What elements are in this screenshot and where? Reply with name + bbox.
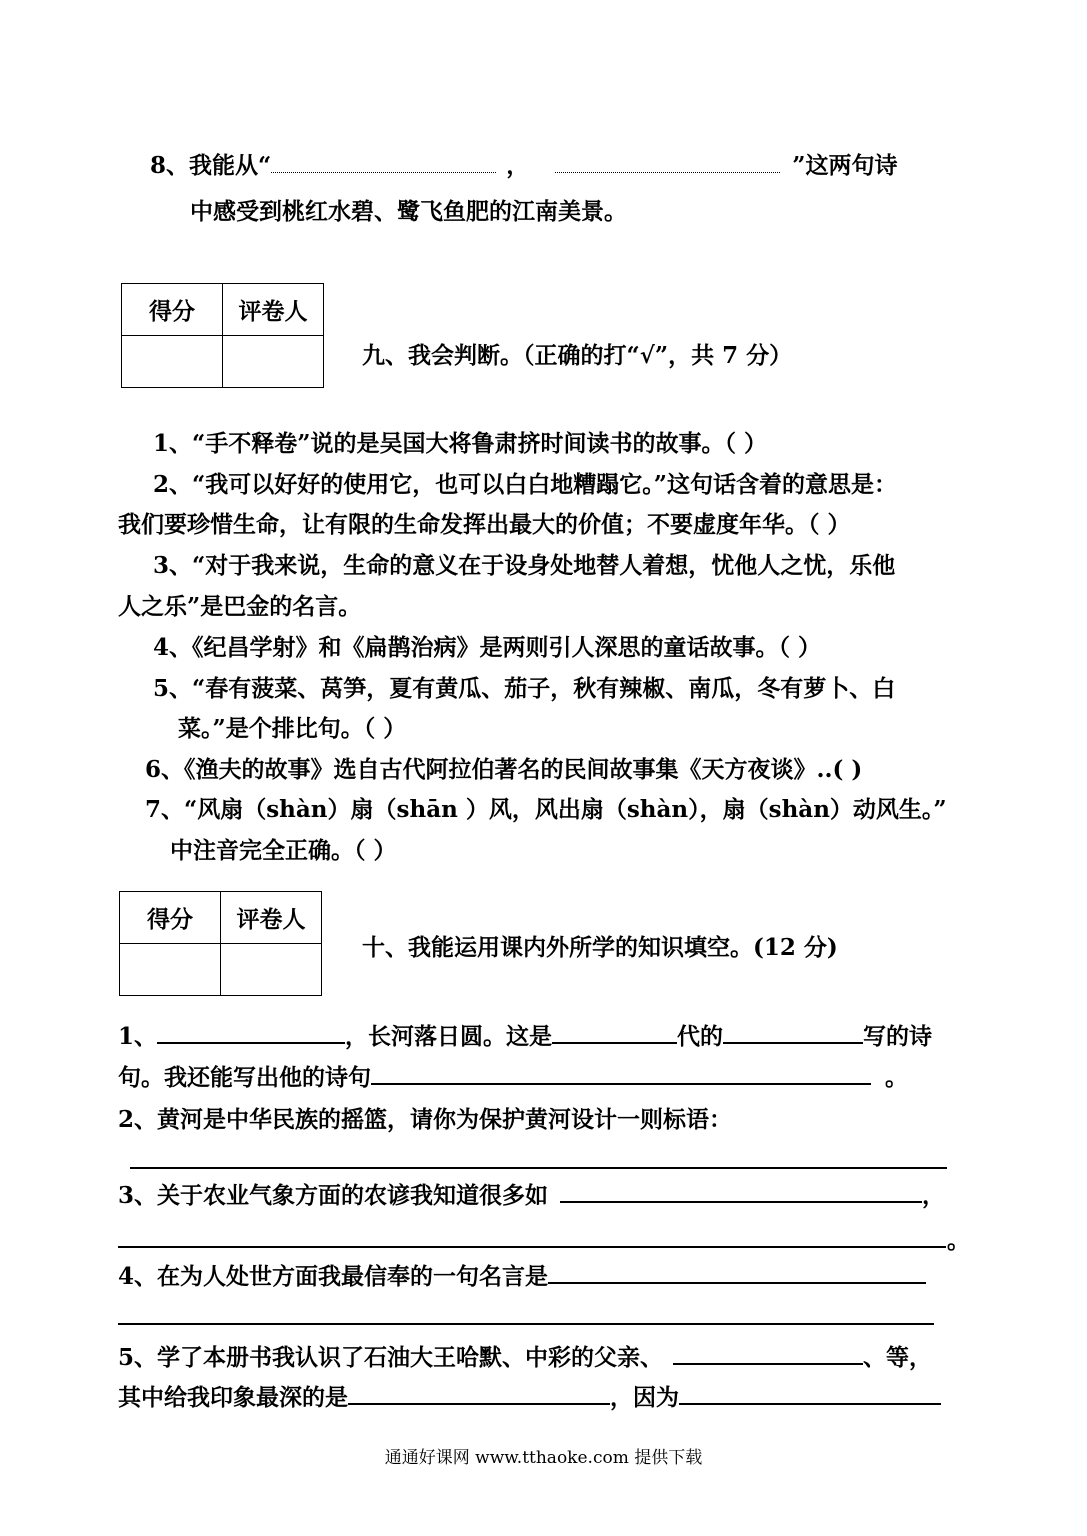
section10-title: 十、我能运用课内外所学的知识填空。(12 分)	[362, 934, 838, 961]
score-table-section9	[121, 283, 324, 388]
fill-q5-blank-person[interactable]	[673, 1343, 863, 1365]
fill-q1-blank-poet[interactable]	[723, 1022, 863, 1044]
fill-q1-number: 1、	[118, 1023, 158, 1050]
fill-q1-line2-text: 句。我还能写出他的诗句	[118, 1064, 371, 1091]
fill-q3-end: 。	[947, 1227, 970, 1254]
fill-q4-blank-1[interactable]	[548, 1262, 926, 1284]
q8-line2: 中感受到桃红水碧、鹭飞鱼肥的江南美景。	[190, 198, 627, 225]
fill-q1-line1	[118, 1021, 932, 1053]
fill-q5-line2-text: 其中给我印象最深的是	[118, 1384, 348, 1411]
judge-item-3a: 3、“对于我来说，生命的意义在于设身处地替人着想，忧他人之忧，乐他	[153, 552, 896, 579]
judge-item-7b: 中注音完全正确。（ ）	[170, 837, 397, 864]
judge-item-6: 6、《渔夫的故事》选自古代阿拉伯著名的民间故事集《天方夜谈》..( )	[145, 756, 863, 783]
judge-item-3b: 人之乐”是巴金的名言。	[118, 593, 362, 620]
fill-q1-blank-verse-2[interactable]	[371, 1063, 871, 1085]
judge-item-4: 4、《纪昌学射》和《扁鹊治病》是两则引人深思的童话故事。（ ）	[153, 634, 822, 661]
score-cell[interactable]	[120, 944, 221, 996]
score-label: 得分	[120, 892, 221, 944]
q8-blank-1[interactable]	[271, 152, 496, 173]
fill-q5-line2	[118, 1382, 941, 1414]
judge-item-2b: 我们要珍惜生命，让有限的生命发挥出最大的价值；不要虚度年华。（ ）	[118, 511, 851, 538]
fill-q3-line1	[118, 1180, 945, 1212]
fill-q3-blank-1[interactable]	[560, 1181, 922, 1203]
fill-q2: 2、黄河是中华民族的摇篮，请你为保护黄河设计一则标语：	[118, 1106, 733, 1133]
fill-q2-answer-line[interactable]	[130, 1167, 947, 1169]
fill-q5-text: 5、学了本册书我认识了石油大王哈默、中彩的父亲、	[118, 1344, 664, 1371]
fill-q1-text-2: 代的	[677, 1023, 724, 1050]
q8-comma: ，	[506, 152, 530, 179]
fill-q1-text-3: 写的诗	[863, 1023, 933, 1050]
score-label: 得分	[122, 284, 223, 336]
fill-q1-blank-verse[interactable]	[157, 1022, 345, 1044]
fill-q1-end: 。	[885, 1064, 908, 1091]
fill-q4-line1	[118, 1261, 926, 1293]
grader-label: 评卷人	[223, 284, 324, 336]
q8-blank-2[interactable]	[555, 152, 780, 173]
judge-item-5b: 菜。”是个排比句。（ ）	[178, 715, 407, 742]
fill-q4-text: 4、在为人处世方面我最信奉的一句名言是	[118, 1263, 549, 1290]
fill-q5-text-2: 、等，	[863, 1344, 933, 1371]
score-table-section10	[119, 891, 322, 996]
q8-suffix: ”这两句诗	[792, 152, 898, 179]
fill-q5-blank-reason[interactable]	[679, 1383, 941, 1405]
fill-q5-line1	[118, 1342, 932, 1374]
judge-item-2a: 2、“我可以好好的使用它，也可以白白地糟蹋它。”这句话含着的意思是：	[153, 471, 897, 498]
score-cell[interactable]	[122, 336, 223, 388]
section9-title: 九、我会判断。（正确的打“√”，共 7 分）	[362, 342, 793, 369]
q8-prefix: 8、我能从“	[150, 152, 272, 179]
judge-item-7a: 7、“风扇（shàn）扇（shān ）风，风出扇（shàn），扇（shàn）动风生。”	[145, 796, 947, 823]
fill-q1-line2	[118, 1062, 908, 1094]
judge-item-1: 1、“手不释卷”说的是吴国大将鲁肃挤时间读书的故事。（ ）	[153, 430, 767, 457]
fill-q3-text: 3、关于农业气象方面的农谚我知道很多如	[118, 1182, 549, 1209]
page-footer: 通通好课网 www.tthaoke.com 提供下载	[384, 1448, 703, 1468]
grader-label: 评卷人	[221, 892, 322, 944]
judge-item-5a: 5、“春有菠菜、莴笋，夏有黄瓜、茄子，秋有辣椒、南瓜，冬有萝卜、白	[153, 675, 896, 702]
fill-q3-comma: ，	[922, 1182, 946, 1209]
fill-q1-text: ，长河落日圆。这是	[345, 1023, 553, 1050]
fill-q5-because: ，因为	[610, 1384, 679, 1411]
grader-cell[interactable]	[221, 944, 322, 996]
fill-q4-answer-line[interactable]	[118, 1323, 934, 1325]
grader-cell[interactable]	[223, 336, 324, 388]
q8-line1	[150, 150, 897, 182]
fill-q5-blank-impressive[interactable]	[348, 1383, 610, 1405]
fill-q1-blank-dynasty[interactable]	[552, 1022, 677, 1044]
fill-q3-answer-line[interactable]	[118, 1246, 946, 1248]
